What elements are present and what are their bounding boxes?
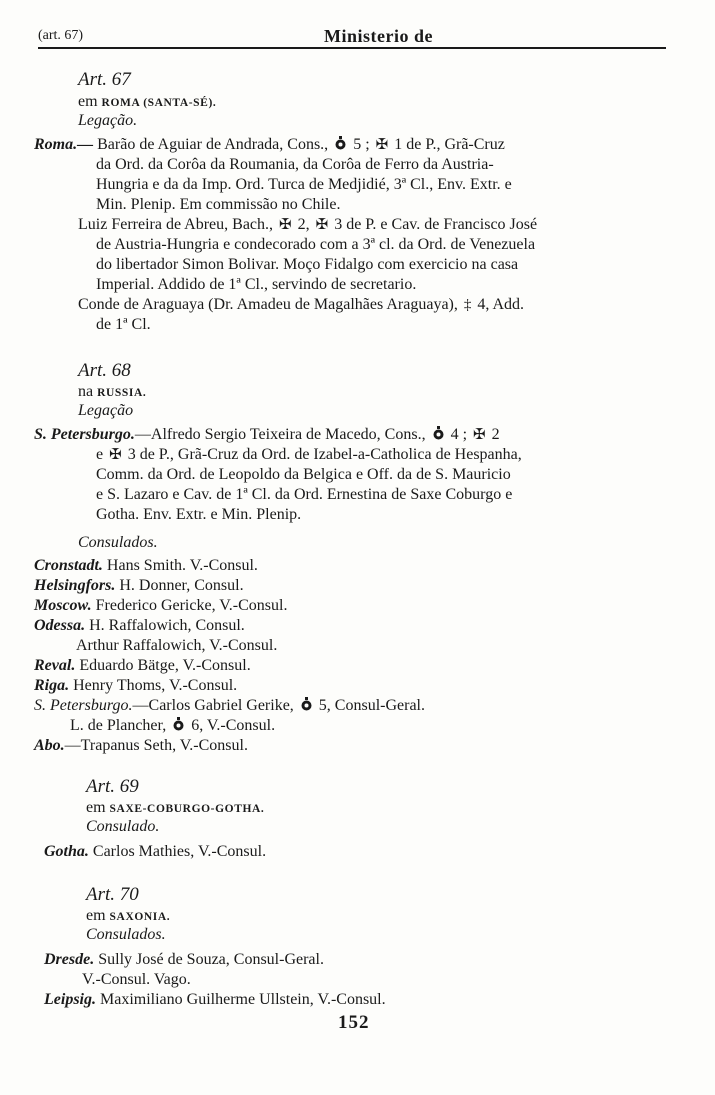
city-label: Leipsig. [44,991,96,1008]
entry-conde-araguaya [78,295,524,315]
entry-text: Maximiliano Guilherme Ullstein, V.-Consul. [100,991,386,1008]
article-70-type: Consulados. [86,926,166,943]
cross-order-icon: ‡ [463,297,472,313]
entry-text: Hans Smith. V.-Consul. [106,557,258,574]
location-name: SAXONIA. [109,911,171,923]
entry-text: Luiz Ferreira de Abreu, Bach., [78,216,274,233]
cross-order-icon: ✠ [109,447,122,463]
entry-text: 3 de P. e Cav. de Francisco José [334,216,538,233]
entry-text: Barão de Aguiar de Andrada, Cons., [97,136,329,153]
entry-text: 2 [491,426,500,443]
article-68-type: Legação [78,402,134,419]
entry-text: —Alfredo Sergio Teixeira de Macedo, Cons., [134,426,426,443]
entry-roma [34,135,505,155]
consulados-heading: Consulados. [78,534,158,551]
order-badge-icon [172,717,185,732]
page-header [38,26,666,48]
entry-text: Conde de Araguaya (Dr. Amadeu de Magalhães Araguaya), [78,296,458,313]
entry-text: H. Raffalowich, Consul. [89,617,245,634]
city-label: Reval. [34,657,76,674]
entry-text: 3 de P., Grã-Cruz da Ord. de Izabel-a-Catholica de Hespanha, [127,446,522,463]
entry-leipsig [44,990,386,1010]
entry-text: 5 ; [353,136,370,153]
city-label: Helsingfors. [34,577,116,594]
consulate-entry [34,616,245,636]
entry-text: 2, [297,216,310,233]
article-67-type: Legação. [78,112,138,129]
entry-text: 6, V.-Consul. [191,717,276,734]
consulate-entry [34,556,258,576]
entry-text: 4 ; [450,426,468,443]
entry-text: Henry Thoms, V.-Consul. [73,677,238,694]
article-67-heading: Art. 67 [78,69,131,90]
city-label: Cronstadt. [34,557,103,574]
article-69-location [86,798,264,819]
entry-line: Comm. da Ord. de Leopoldo da Belgica e Off. da de S. Mauricio [96,466,511,483]
entry-line: V.-Consul. Vago. [82,971,191,988]
entry-text: —Carlos Gabriel Gerike, [132,697,294,714]
city-label: Dresde. [44,951,95,968]
entry-text: H. Donner, Consul. [119,577,244,594]
city-label: S. Petersburgo. [34,697,133,714]
page-number: 152 [338,1012,370,1033]
city-label: Gotha. [44,843,89,860]
entry-text: Eduardo Bätge, V.-Consul. [79,657,251,674]
entry-text: Carlos Mathies, V.-Consul. [92,843,267,860]
location-name: ROMA (SANTA-SÉ). [101,97,217,109]
article-67-location [78,92,216,113]
location-name: RUSSIA. [97,387,147,399]
consulate-entry [34,576,244,596]
entry-text: Frederico Gericke, V.-Consul. [95,597,288,614]
article-70-heading: Art. 70 [86,884,139,905]
article-69-heading: Art. 69 [86,776,139,797]
entry-gotha [44,842,266,862]
location-name: SAXE-COBURGO-GOTHA. [109,803,265,815]
entry-line: Min. Plenip. Em commissão no Chile. [96,196,341,213]
cross-order-icon: ✠ [315,217,329,233]
entry-text: e [96,446,104,463]
location-prefix: em [86,907,106,924]
consulate-entry [34,696,425,716]
article-reference: (art. 67) [38,28,84,43]
location-prefix: na [78,383,94,400]
consulate-entry [34,676,237,696]
article-68-heading: Art. 68 [78,360,131,381]
entry-line: da Ord. da Corôa da Roumania, da Corôa de Ferro da Austria- [96,156,494,173]
city-label: Riga. [34,677,70,694]
entry-line [96,445,522,465]
entry-text: 4, Add. [477,296,525,313]
entry-line: Hungria e da da Imp. Ord. Turca de Medjidié, 3ª Cl., Env. Extr. e [96,176,512,193]
consulate-entry [70,716,275,736]
article-69-type: Consulado. [86,818,160,835]
order-badge-icon [432,426,445,441]
order-badge-icon [300,697,313,712]
city-label: Odessa. [34,617,86,634]
article-70-location [86,906,170,927]
city-label: Roma.— [34,136,94,153]
entry-line: de 1ª Cl. [96,316,151,333]
article-68-location [78,382,146,403]
consulate-entry [34,736,248,756]
entry-s-petersburgo [34,425,500,445]
entry-text: 1 de P., Grã-Cruz [394,136,505,153]
entry-text: 5, Consul-Geral. [318,697,425,714]
consulate-entry [34,656,251,676]
entry-line: de Austria-Hungria e condecorado com a 3ª cl. da Ord. de Venezuela [96,236,536,253]
consulate-entry: Arthur Raffalowich, V.-Consul. [76,637,278,654]
entry-line: do libertador Simon Bolivar. Moço Fidalgo com exercicio na casa [96,256,519,273]
entry-text: L. de Plancher, [70,717,167,734]
location-prefix: em [78,93,98,110]
order-badge-icon [334,136,347,151]
city-label: Moscow. [34,597,92,614]
entry-text: Sully José de Souza, Consul-Geral. [98,951,324,968]
entry-dresde [44,950,324,970]
city-label: S. Petersburgo. [34,426,135,443]
entry-line: Imperial. Addido de 1ª Cl., servindo de secretario. [96,276,417,293]
consulate-entry [34,596,287,616]
city-label: Abo. [34,737,65,754]
entry-line: e S. Lazaro e Cav. de 1ª Cl. da Ord. Ernestina de Saxe Coburgo e [96,486,513,503]
location-prefix: em [86,799,106,816]
entry-line: Gotha. Env. Extr. e Min. Plenip. [96,506,302,523]
entry-text: —Trapanus Seth, V.-Consul. [64,737,248,754]
cross-order-icon: ✠ [279,217,292,233]
running-title: Ministerio de [324,26,433,46]
entry-luiz-ferreira [78,215,537,235]
header-rule [38,47,666,49]
cross-order-icon: ✠ [375,137,389,153]
cross-order-icon: ✠ [473,427,486,443]
